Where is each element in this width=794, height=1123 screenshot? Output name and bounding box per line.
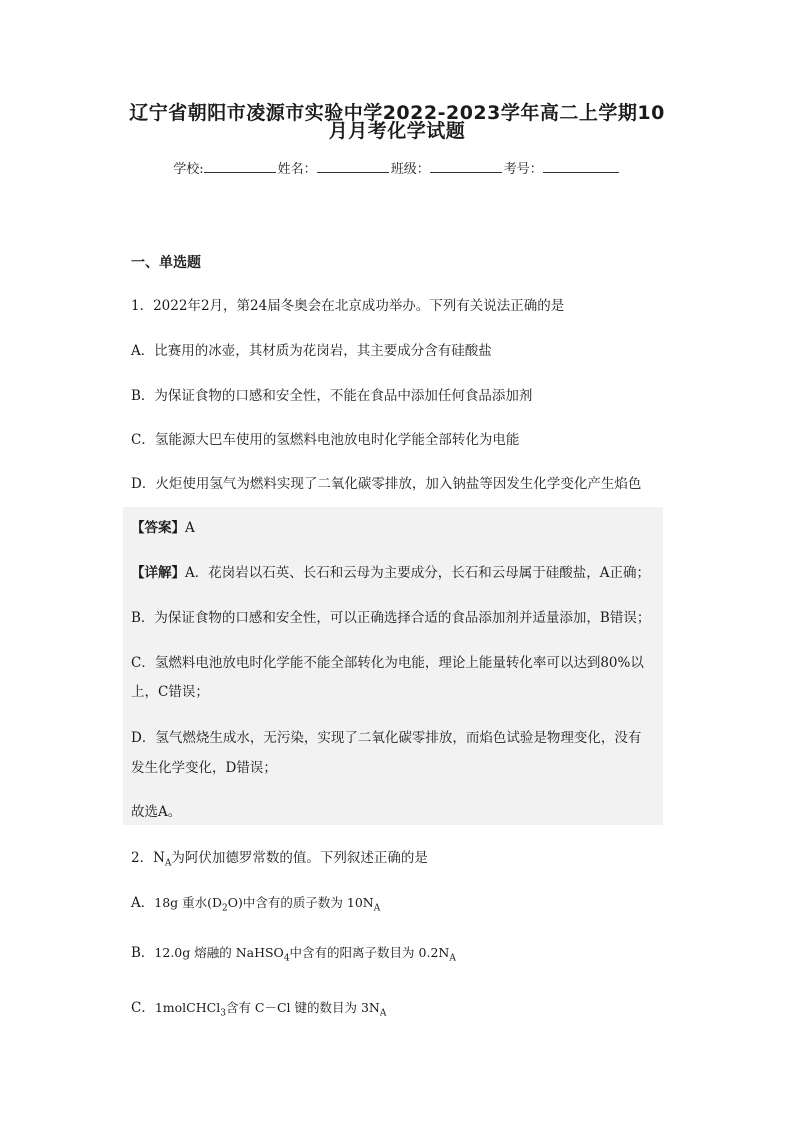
q1-answer [131,516,663,536]
exam-title-line1: 辽宁省朝阳市凌源市实验中学2022-2023学年高二上学期10 [129,102,665,124]
q2-a-sub1: 2 [222,903,228,914]
q2-a-text1: 18g 重水(D [154,895,223,910]
detail-text: A．花岗岩以石英、长石和云母为主要成分，长石和云母属于硅酸盐，A正确； [185,565,650,581]
exam-no-blank[interactable] [543,160,619,173]
school-blank[interactable] [204,160,276,173]
q1-detail-line2: B．为保证食物的口感和安全性，可以正确选择合适的食品添加剂并适量添加，B错误； [131,610,651,626]
q2-b-label: B． [131,945,155,961]
q2-stem-post: 为阿伏加德罗常数的值。下列叙述正确的是 [171,850,428,866]
q1-option-c: C．氢能源大巴车使用的氢燃料电池放电时化学能全部转化为电能 [131,432,520,448]
answer-tag: 【答案】 [131,520,185,536]
q2-a-label: A． [131,895,155,911]
q2-b-text1: 12.0g 熔融的 NaHSO [154,945,284,960]
q2-c-sub1: 3 [220,1008,226,1019]
name-label: 姓名： [277,162,317,177]
q2-a-text2: O)中含有的质子数为 10N [227,895,374,910]
q1-detail-line3: C．氢燃料电池放电时化学能不能全部转化为电能，理论上能量转化率可以达到80%以 [131,655,644,671]
q2-c-sub2: A [379,1008,387,1019]
q1-option-a: A．比赛用的冰壶，其材质为花岗岩，其主要成分含有硅酸盐 [131,343,492,359]
exam-title-line2: 月月考化学试题 [328,120,466,142]
detail-tag: 【详解】 [131,565,185,581]
q1-detail-line5: D．氢气燃烧生成水，无污染，实现了二氧化碳零排放，而焰色试验是物理变化，没有 [131,730,642,746]
school-label: 学校: [173,162,204,177]
answer-value: A [185,520,195,536]
q1-detail-line6: 发生化学变化，D错误； [131,760,277,776]
q2-b-sub1: 4 [283,953,290,964]
q1-option-b: B．为保证食物的口感和安全性，不能在食品中添加任何食品添加剂 [131,388,533,404]
q1-option-d: D．火炬使用氢气为燃料实现了二氧化碳零排放，加入钠盐等因发生化学变化产生焰色 [131,476,642,492]
q1-detail-line4: 上，C错误； [131,684,209,700]
q2-b-text2: 中含有的阳离子数目为 0.2N [289,945,450,960]
student-info-fields [0,158,794,177]
q1-stem: 1．2022年2月，第24届冬奥会在北京成功举办。下列有关说法正确的是 [131,298,565,314]
exam-no-label: 考号： [503,162,543,177]
class-label: 班级： [390,162,430,177]
q2-b-sub2: A [449,953,456,964]
q2-option-b [131,941,456,964]
class-blank[interactable] [430,160,502,173]
q1-detail-line1 [131,561,663,581]
section-heading: 一、单选题 [131,255,201,271]
q2-option-c [131,996,386,1019]
q2-stem-sub: A [164,858,172,869]
q2-stem [131,846,428,869]
name-blank[interactable] [317,160,389,173]
q2-option-a [131,891,380,914]
q1-detail-line7: 故选A。 [131,804,182,820]
q2-c-label: C． [131,1000,155,1016]
q2-c-text1: 1molCHCl [154,1000,221,1015]
q2-a-sub2: A [373,903,381,914]
q2-stem-pre: 2．N [131,850,165,866]
q2-c-text2: 含有 C－Cl 键的数目为 3N [225,1000,380,1015]
